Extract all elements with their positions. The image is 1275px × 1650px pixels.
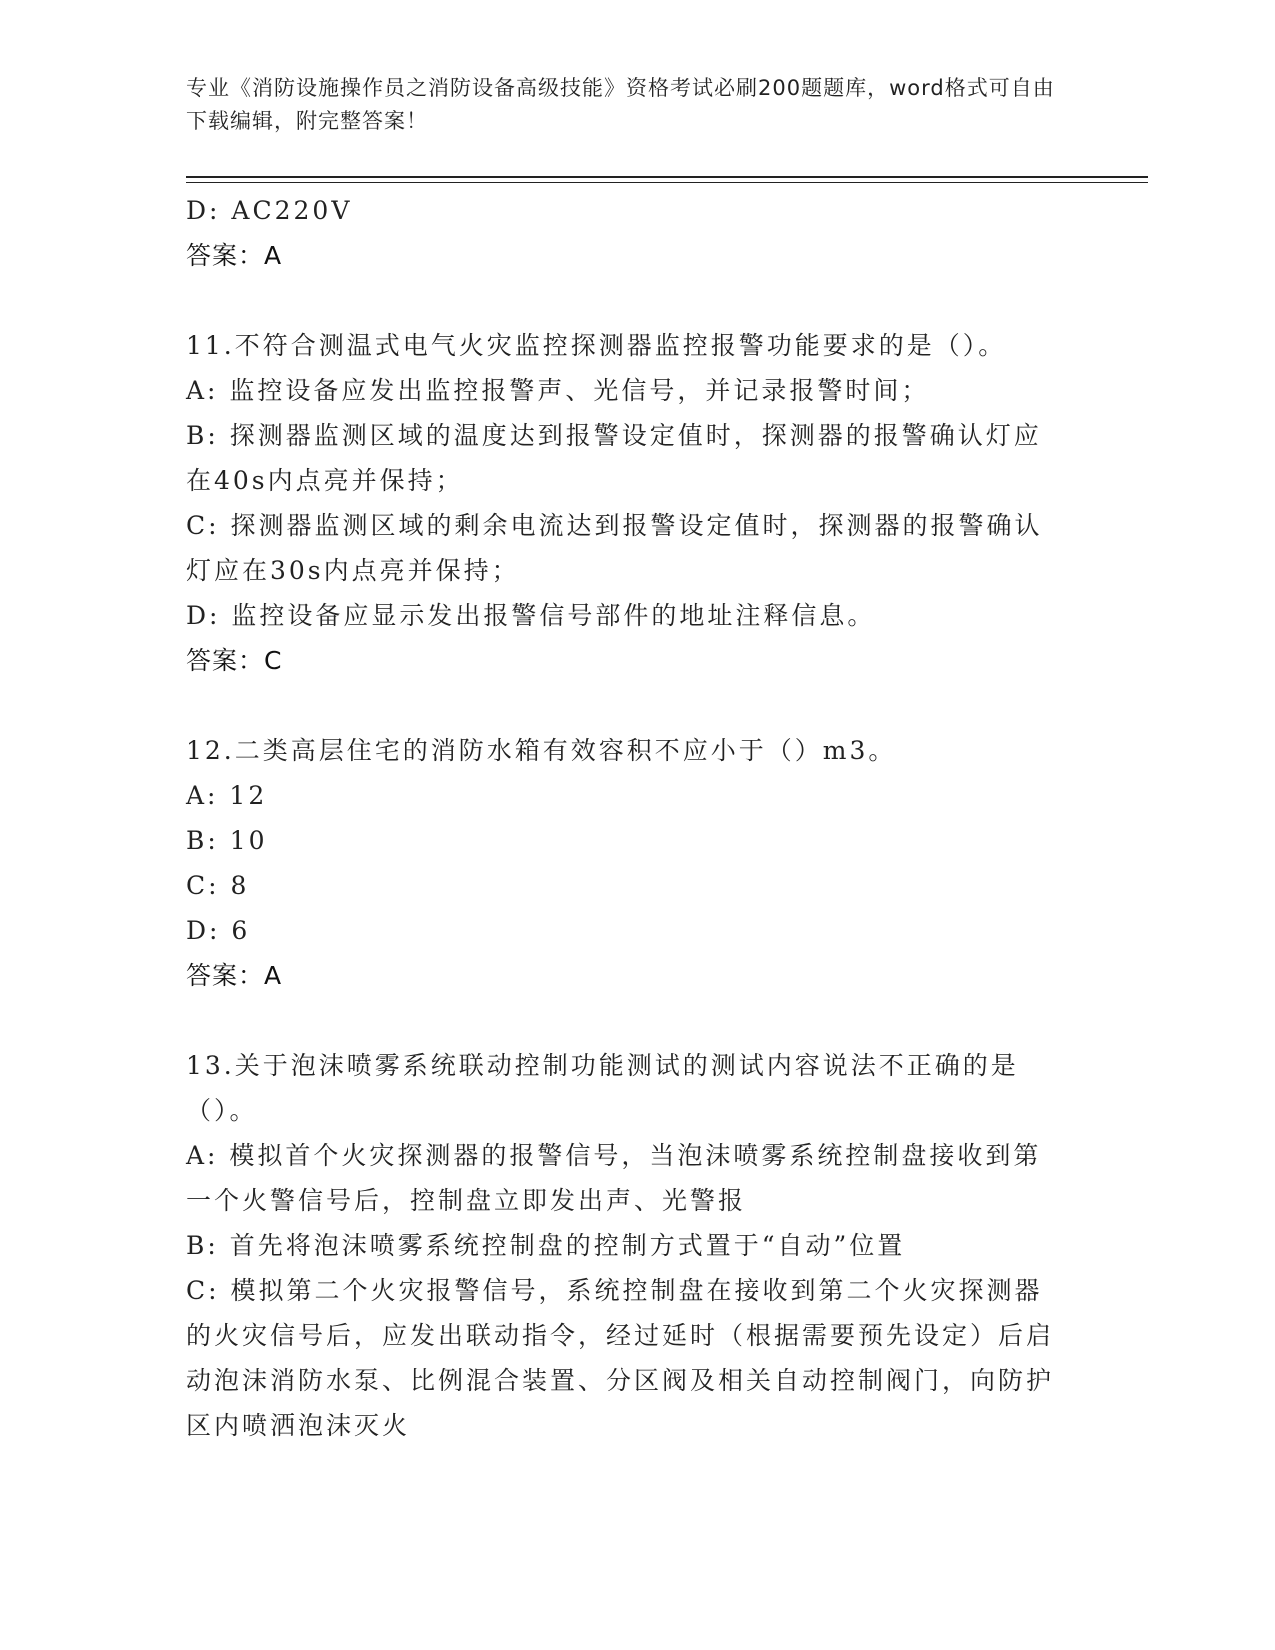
question-11-stem: 11.不符合测温式电气火灾监控探测器监控报警功能要求的是（）。 — [186, 331, 1007, 360]
question-spacer — [186, 998, 1066, 1043]
question-11-option-a: A: 监控设备应发出监控报警声、光信号，并记录报警时间； — [186, 376, 930, 405]
question-12-stem: 12.二类高层住宅的消防水箱有效容积不应小于（）m3。 — [186, 736, 897, 765]
prev-option-d: D: AC220V — [186, 196, 353, 225]
question-12-option-a: A: 12 — [186, 781, 268, 810]
question-spacer — [186, 683, 1066, 728]
header-rule-thin — [186, 182, 1148, 183]
question-12-option-d: D: 6 — [186, 916, 251, 945]
document-body — [186, 188, 1066, 1448]
question-12-option-b: B: 10 — [186, 826, 268, 855]
question-11-option-c: C: 探测器监测区域的剩余电流达到报警设定值时，探测器的报警确认灯应在30s内点亮并保持； — [186, 511, 1043, 585]
question-11-option-d: D: 监控设备应显示发出报警信号部件的地址注释信息。 — [186, 601, 876, 630]
question-13-stem: 13.关于泡沫喷雾系统联动控制功能测试的测试内容说法不正确的是（）。 — [186, 1051, 1019, 1125]
prev-answer: 答案：A — [186, 241, 283, 270]
question-12-answer: 答案：A — [186, 961, 283, 990]
question-13-option-b: B: 首先将泡沫喷雾系统控制盘的控制方式置于“自动”位置 — [186, 1231, 906, 1260]
question-13-option-a: A: 模拟首个火灾探测器的报警信号，当泡沫喷雾系统控制盘接收到第一个火警信号后，控制盘立即发出声、光警报 — [186, 1141, 1042, 1215]
header-rule-thick — [186, 176, 1148, 178]
question-11-option-b: B: 探测器监测区域的温度达到报警设定值时，探测器的报警确认灯应在40s内点亮并保持； — [186, 421, 1042, 495]
question-12-option-c: C: 8 — [186, 871, 250, 900]
question-11-answer: 答案：C — [186, 646, 283, 675]
question-spacer — [186, 278, 1066, 323]
page-header: 专业《消防设施操作员之消防设备高级技能》资格考试必刷200题题库，word格式可自由下载编辑，附完整答案！ — [186, 76, 1055, 133]
question-13-option-c: C: 模拟第二个火灾报警信号，系统控制盘在接收到第二个火灾探测器的火灾信号后，应发出联动指令，经过延时（根据需要预先设定）后启动泡沫消防水泵、比例混合装置、分区阀及相关自动控制阀门，向防护区内喷洒泡沫灭火 — [186, 1276, 1055, 1440]
